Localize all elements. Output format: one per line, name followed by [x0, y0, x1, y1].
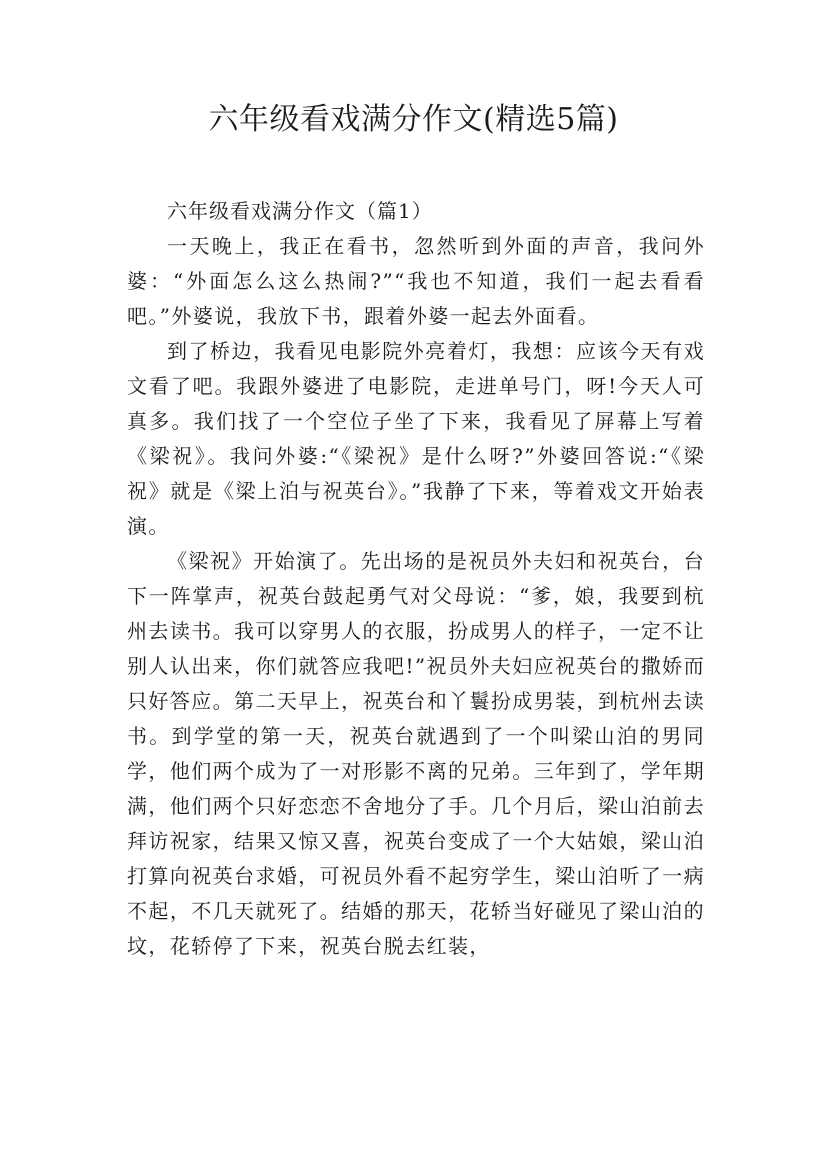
document-title: 六年级看戏满分作文(精选5篇): [208, 102, 619, 137]
paragraph-2: 到了桥边，我看见电影院外亮着灯，我想：应该今天有戏文看了吧。我跟外婆进了电影院，走进单号门，呀!今天人可真多。我们找了一个空位子坐了下来，我看见了屏幕上写着《梁祝》。我问外婆:“《梁祝》是什么呀?”外婆回答说:“《梁祝》就是《梁上泊与祝英台》。”我静了下来，等着戏文开始表演。: [127, 339, 705, 538]
section-heading: 六年级看戏满分作文（篇1）: [167, 199, 433, 223]
document-body: [127, 194, 705, 964]
paragraph-3: 《梁祝》开始演了。先出场的是祝员外夫妇和祝英台，台下一阵掌声，祝英台鼓起勇气对父母说：“爹，娘，我要到杭州去读书。我可以穿男人的衣服，扮成男人的样子，一定不让别人认出来，你们就答应我吧!”祝员外夫妇应祝英台的撒娇而只好答应。第二天早上，祝英台和丫鬟扮成男装，到杭州去读书。到学堂的第一天，祝英台就遇到了一个叫梁山泊的男同学，他们两个成为了一对形影不离的兄弟。三年到了，学年期满，他们两个只好恋恋不舍地分了手。几个月后，梁山泊前去拜访祝家，结果又惊又喜，祝英台变成了一个大姑娘，梁山泊打算向祝英台求婚，可祝员外看不起穷学生，梁山泊听了一病不起，不几天就死了。结婚的那天，花轿当好碰见了梁山泊的坟，花轿停了下来，祝英台脱去红装，: [127, 549, 705, 958]
paragraph-1: 一天晚上，我正在看书，忽然听到外面的声音，我问外婆：“外面怎么这么热闹?”“我也不知道，我们一起去看看吧。”外婆说，我放下书，跟着外婆一起去外面看。: [127, 234, 705, 328]
